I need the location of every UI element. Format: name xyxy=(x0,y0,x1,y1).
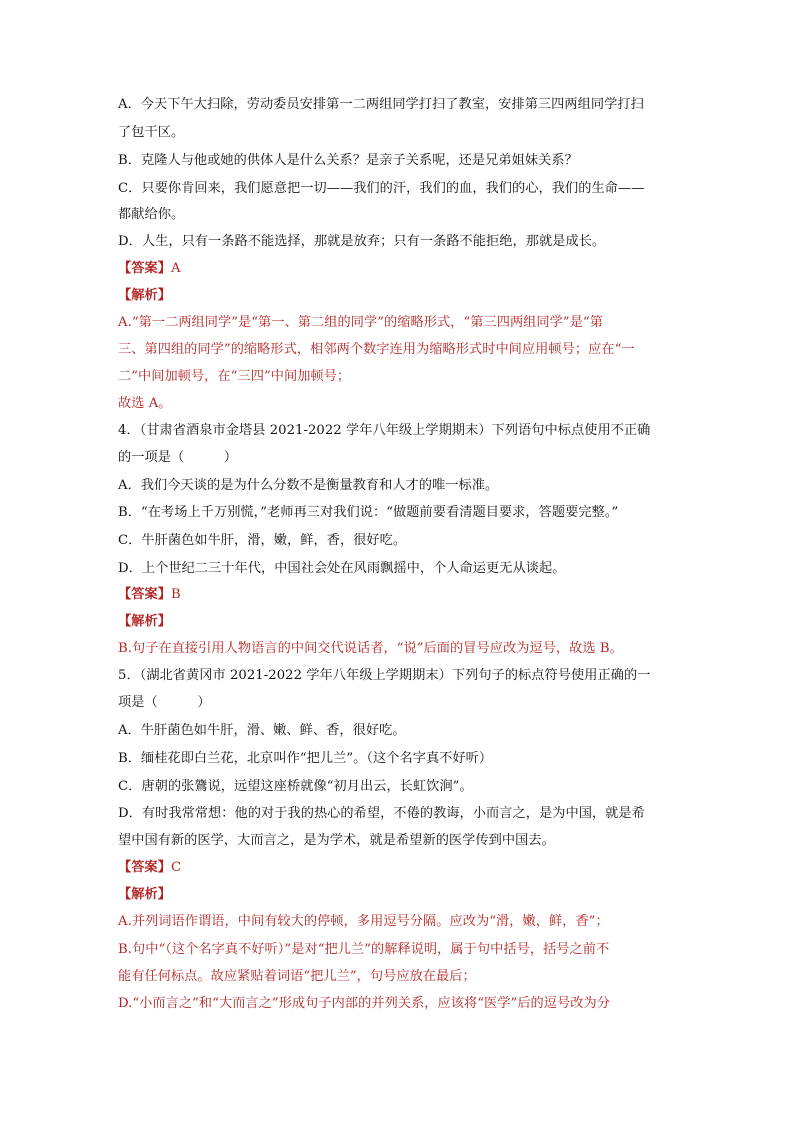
q5-stem-line1: 5．（湖北省黄冈市 2021-2022 学年八年级上学期期末）下列句子的标点符号使用正确的一 xyxy=(118,668,651,683)
q3-option-c-line2: 都献给你。 xyxy=(118,207,185,222)
q3-analysis-tag: 【解析】 xyxy=(118,288,171,303)
q3-option-a-line2: 了包干区。 xyxy=(118,125,185,140)
q3-analysis-line3: 二”中间加顿号，在“三四”中间加顿号； xyxy=(118,369,351,384)
q3-analysis-line1: A.“第一二两组同学”是“第一、第二组的同学”的缩略形式，“第三四两组同学”是“第 xyxy=(118,315,603,330)
answer-value: C xyxy=(170,860,182,875)
q5-option-c: C．唐朝的张鷟说，远望这座桥就像“初月出云，长虹饮涧”。 xyxy=(118,779,473,794)
q5-answer xyxy=(118,859,678,877)
q4-analysis-tag: 【解析】 xyxy=(118,614,171,629)
answer-tag: 【答案】 xyxy=(118,261,171,276)
q4-option-b: B．“在考场上千万别慌，”老师再三对我们说：“做题前要看清题目要求，答题要完整。” xyxy=(118,505,619,520)
q4-option-d: D．上个世纪二三十年代，中国社会处在风雨飘摇中，个人命运更无从谈起。 xyxy=(118,561,566,576)
q5-option-b: B．缅桂花即白兰花，北京叫作“把儿兰”。（这个名字真不好听） xyxy=(118,751,493,766)
answer-value: B xyxy=(170,587,181,602)
answer-value: A xyxy=(170,261,181,276)
q5-option-d-line2: 望中国有新的医学，大而言之，是为学术，就是希望新的医学传到中国去。 xyxy=(118,833,555,848)
q3-option-c-line1: C．只要你肯回来，我们愿意把一切——我们的汗，我们的血，我们的心，我们的生命—— xyxy=(118,181,645,196)
q5-analysis-line2: B.句中“（这个名字真不好听）”是对“把儿兰”的解释说明，属于句中括号，括号之前不 xyxy=(118,942,610,957)
answer-tag: 【答案】 xyxy=(118,860,171,875)
q5-analysis-tag: 【解析】 xyxy=(118,887,171,902)
q5-stem-line2: 项是（ ） xyxy=(118,695,211,710)
q4-stem-line2: 的一项是（ ） xyxy=(118,450,238,465)
q4-option-a: A．我们今天谈的是为什么分数不是衡量教育和人才的唯一标准。 xyxy=(118,478,499,493)
q3-conclusion: 故选 A。 xyxy=(118,396,172,411)
answer-tag: 【答案】 xyxy=(118,587,171,602)
q3-analysis-line2: 三、第四组的同学”的缩略形式，相邻两个数字连用为缩略形式时中间应用顿号；应在“一 xyxy=(118,342,635,357)
q5-option-d-line1: D．有时我常常想：他的对于我的热心的希望，不倦的教诲，小而言之，是为中国，就是希 xyxy=(118,806,645,821)
q4-answer xyxy=(118,586,678,604)
q4-option-c: C．牛肝菌色如牛肝，滑，嫩，鲜，香，很好吃。 xyxy=(118,533,407,548)
q4-stem-line1: 4．（甘肃省酒泉市金塔县 2021-2022 学年八年级上学期期末）下列语句中标点使用不正确 xyxy=(118,423,651,438)
q5-analysis-line3: 能有任何标点。故应紧贴着词语“把儿兰”，句号应放在最后； xyxy=(118,969,476,984)
q5-analysis-line4: D.“小而言之”和“大而言之”形成句子内部的并列关系，应该将“医学”后的逗号改为分 xyxy=(118,996,610,1011)
q4-analysis-line1: B.句子在直接引用人物语言的中间交代说话者，“说”后面的冒号应改为逗号，故选 B。 xyxy=(118,641,623,656)
q3-option-b: B．克隆人与他或她的供体人是什么关系？是亲子关系呢，还是兄弟姐妹关系？ xyxy=(118,153,578,168)
q5-option-a: A．牛肝菌色如牛肝，滑、嫩、鲜、香，很好吃。 xyxy=(118,723,406,738)
q3-option-a-line1: A．今天下午大扫除，劳动委员安排第一二两组同学打扫了教室，安排第三四两组同学打扫 xyxy=(118,97,644,112)
q3-answer xyxy=(118,260,678,278)
q3-option-d: D．人生，只有一条路不能选择，那就是放弃；只有一条路不能拒绝，那就是成长。 xyxy=(118,234,606,249)
q5-analysis-line1: A.并列词语作谓语，中间有较大的停顿，多用逗号分隔。应改为“滑，嫩，鲜，香”； xyxy=(118,914,609,929)
